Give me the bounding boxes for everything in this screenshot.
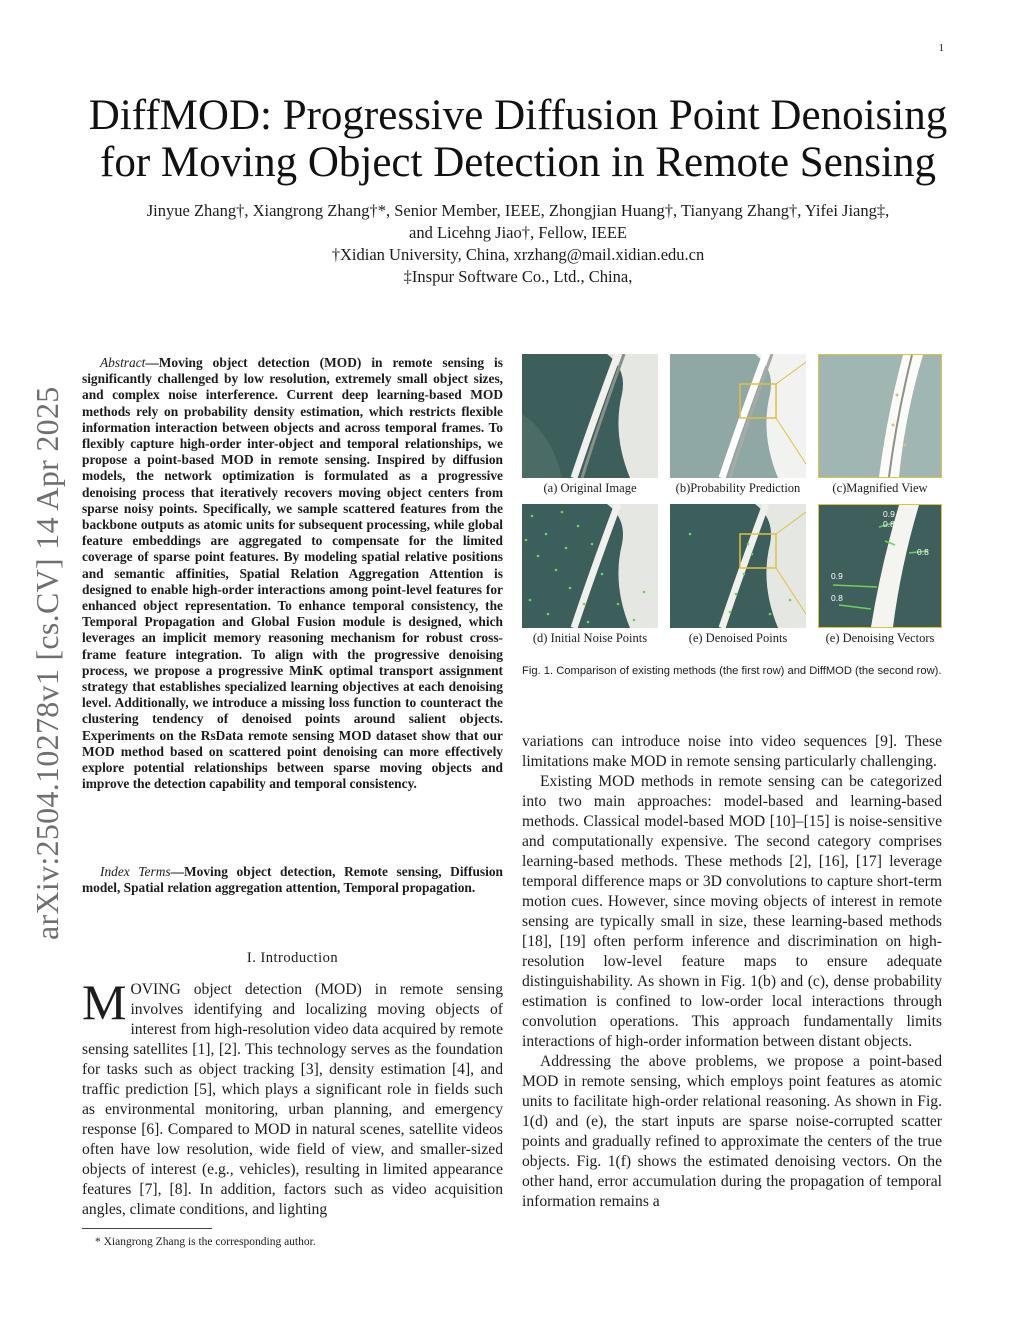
paragraph-2: Existing MOD methods in remote sensing can be categorized into two main approaches: model-based and learning-based methods. Classical model-based MOD [10]–[15] is noise-sensitive and computationally expensive. The second category comprises learning-based methods. These methods [2], [16], [17] leverage temporal difference maps or 3D convolutions to capture short-term motion cues. However, since moving objects of interest in remote sensing are typically small in size, these learning-based methods [18], [19] often perform inference and discrimination on high-resolution low-level feature maps to ensure adequate distinguishability. As shown in Fig. 1(b) and (c), dense probability estimation is confined to low-order local interactions through convolution operations. This approach fundamentally limits interactions of high-order information between distant objects. xyxy=(522,773,942,1050)
drop-cap: M xyxy=(82,974,127,1030)
page-number: 1 xyxy=(938,42,944,54)
index-terms-label: Index Terms xyxy=(100,864,171,879)
intro-paragraph xyxy=(82,974,503,1220)
figure-1 xyxy=(522,354,942,654)
panel-initial-noise-points xyxy=(522,504,658,628)
panel-denoising-vectors xyxy=(818,504,942,628)
panel-original-image xyxy=(522,354,658,478)
arxiv-stamp: arXiv:2504.10278v1 [cs.CV] 14 Apr 2025 xyxy=(29,386,65,940)
vector-label-4: 0.9 xyxy=(831,571,843,581)
subcaption-a: (a) Original Image xyxy=(543,481,637,495)
right-column-text xyxy=(522,732,942,1212)
index-terms-text: —Moving object detection, Remote sensing, Diffusion model, Spatial relation aggregation attention, Temporal propagation. xyxy=(82,864,503,896)
vector-label-5: 0.8 xyxy=(831,593,843,603)
subcaption-c: (c)Magnified View xyxy=(832,481,928,495)
section-heading: I. Introduction xyxy=(246,950,339,966)
abstract xyxy=(82,355,503,792)
vector-label-3: 0.8 xyxy=(917,547,929,557)
panel-probability-prediction xyxy=(670,354,806,478)
affiliation-1: †Xidian University, China, xrzhang@mail.xidian.edu.cn xyxy=(331,245,705,264)
abstract-label: Abstract xyxy=(100,355,146,370)
vector-label-1: 0.9 xyxy=(883,509,895,519)
figure-caption: Fig. 1. Comparison of existing methods (the first row) and DiffMOD (the second row). xyxy=(522,665,942,677)
intro-lead: OVING xyxy=(130,981,181,998)
panel-magnified-view xyxy=(818,354,942,478)
author-list xyxy=(60,200,976,244)
intro-text: object detection (MOD) in remote sensing involves identifying and localizing moving objects of interest from high-resolution video data acquired by remote sensing satellites [1], [2]. This technology serves as the foundation for tasks such as object tracking [3], density estimation [4], and traffic prediction [5], which plays a significant role in fields such as environmental monitoring, urban planning, and emergency response [6]. Compared to MOD in natural scenes, satellite videos often have low resolution, wide field of view, and smaller-sized objects of interest (e.g., vehicles), resulting in limited appearance features [7], [8]. In addition, factors such as video acquisition angles, climate conditions, and lighting xyxy=(82,981,503,1218)
subcaption-f: (e) Denoising Vectors xyxy=(825,631,935,645)
paragraph-3: Addressing the above problems, we propose a point-based MOD in remote sensing, which employs point features as atomic units to facilitate high-order relational reasoning. As shown in Fig. 1(d) and (e), the start inputs are sparse noise-corrupted scatter points and gradually refined to approximate the centers of the true objects. Fig. 1(f) shows the estimated denoising vectors. On the other hand, error accumulation during the propagation of temporal information remains a xyxy=(522,1053,942,1210)
paragraph-1: variations can introduce noise into video sequences [9]. These limitations make MOD in remote sensing particularly challenging. xyxy=(522,733,942,770)
subcaption-d: (d) Initial Noise Points xyxy=(532,631,648,645)
author-line-2: and Licehng Jiao†, Fellow, IEEE xyxy=(409,223,627,242)
subcaption-e: (e) Denoised Points xyxy=(688,631,788,645)
footnote: * Xiangrong Zhang is the corresponding author. xyxy=(95,1236,316,1248)
abstract-text: —Moving object detection (MOD) in remote sensing is significantly challenged by low resolution, extremely small object sizes, and complex noise interference. Current deep learning-based MOD methods rely on probability density estimation, which restricts flexible information interaction between objects and across temporal frames. To flexibly capture high-order inter-object and temporal relationships, we propose a point-based MOD in remote sensing. Inspired by diffusion models, the network optimization is formulated as a progressive denoising process that iteratively recovers moving object centers from sparse noisy points. Specifically, we sample scattered features from the backbone outputs as atomic units for subsequent processing, while global feature embeddings are aggregated to compensate for the limited coverage of sparse point features. By modeling spatial relative positions and semantic affinities, Spatial Relation Aggregation Attention is designed to enable high-order interactions among point-level features for enhanced object representation. To enhance temporal consistency, the Temporal Propagation and Global Fusion module is designed, which leverages an implicit memory reasoning mechanism for robust cross-frame feature integration. To align with the progressive denoising process, we propose a progressive MinK optimal transport assignment strategy that establishes specialized learning objectives at each denoising level. Additionally, we introduce a missing loss function to counteract the clustering tendency of denoised points around salient objects. Experiments on the RsData remote sensing MOD dataset show that our MOD method based on scattered point denoising can more effectively explore potential relationships between sparse moving objects and improve the detection capability and temporal consistency. xyxy=(82,355,503,792)
author-line-1: Jinyue Zhang†, Xiangrong Zhang†*, Senior Member, IEEE, Zhongjian Huang†, Tianyang Zhang†, Yifei Jiang‡, xyxy=(146,201,890,220)
subcaption-b: (b)Probability Prediction xyxy=(675,481,801,495)
index-terms xyxy=(82,864,503,896)
paper-title: DiffMOD: Progressive Diffusion Point Denoising for Moving Object Detection in Remote Sensing xyxy=(88,92,948,186)
affiliation-2: ‡Inspur Software Co., Ltd., China, xyxy=(403,267,633,286)
footnote-rule xyxy=(82,1228,212,1229)
vector-label-2: 0.8 xyxy=(883,519,895,529)
panel-denoised-points xyxy=(670,504,806,628)
